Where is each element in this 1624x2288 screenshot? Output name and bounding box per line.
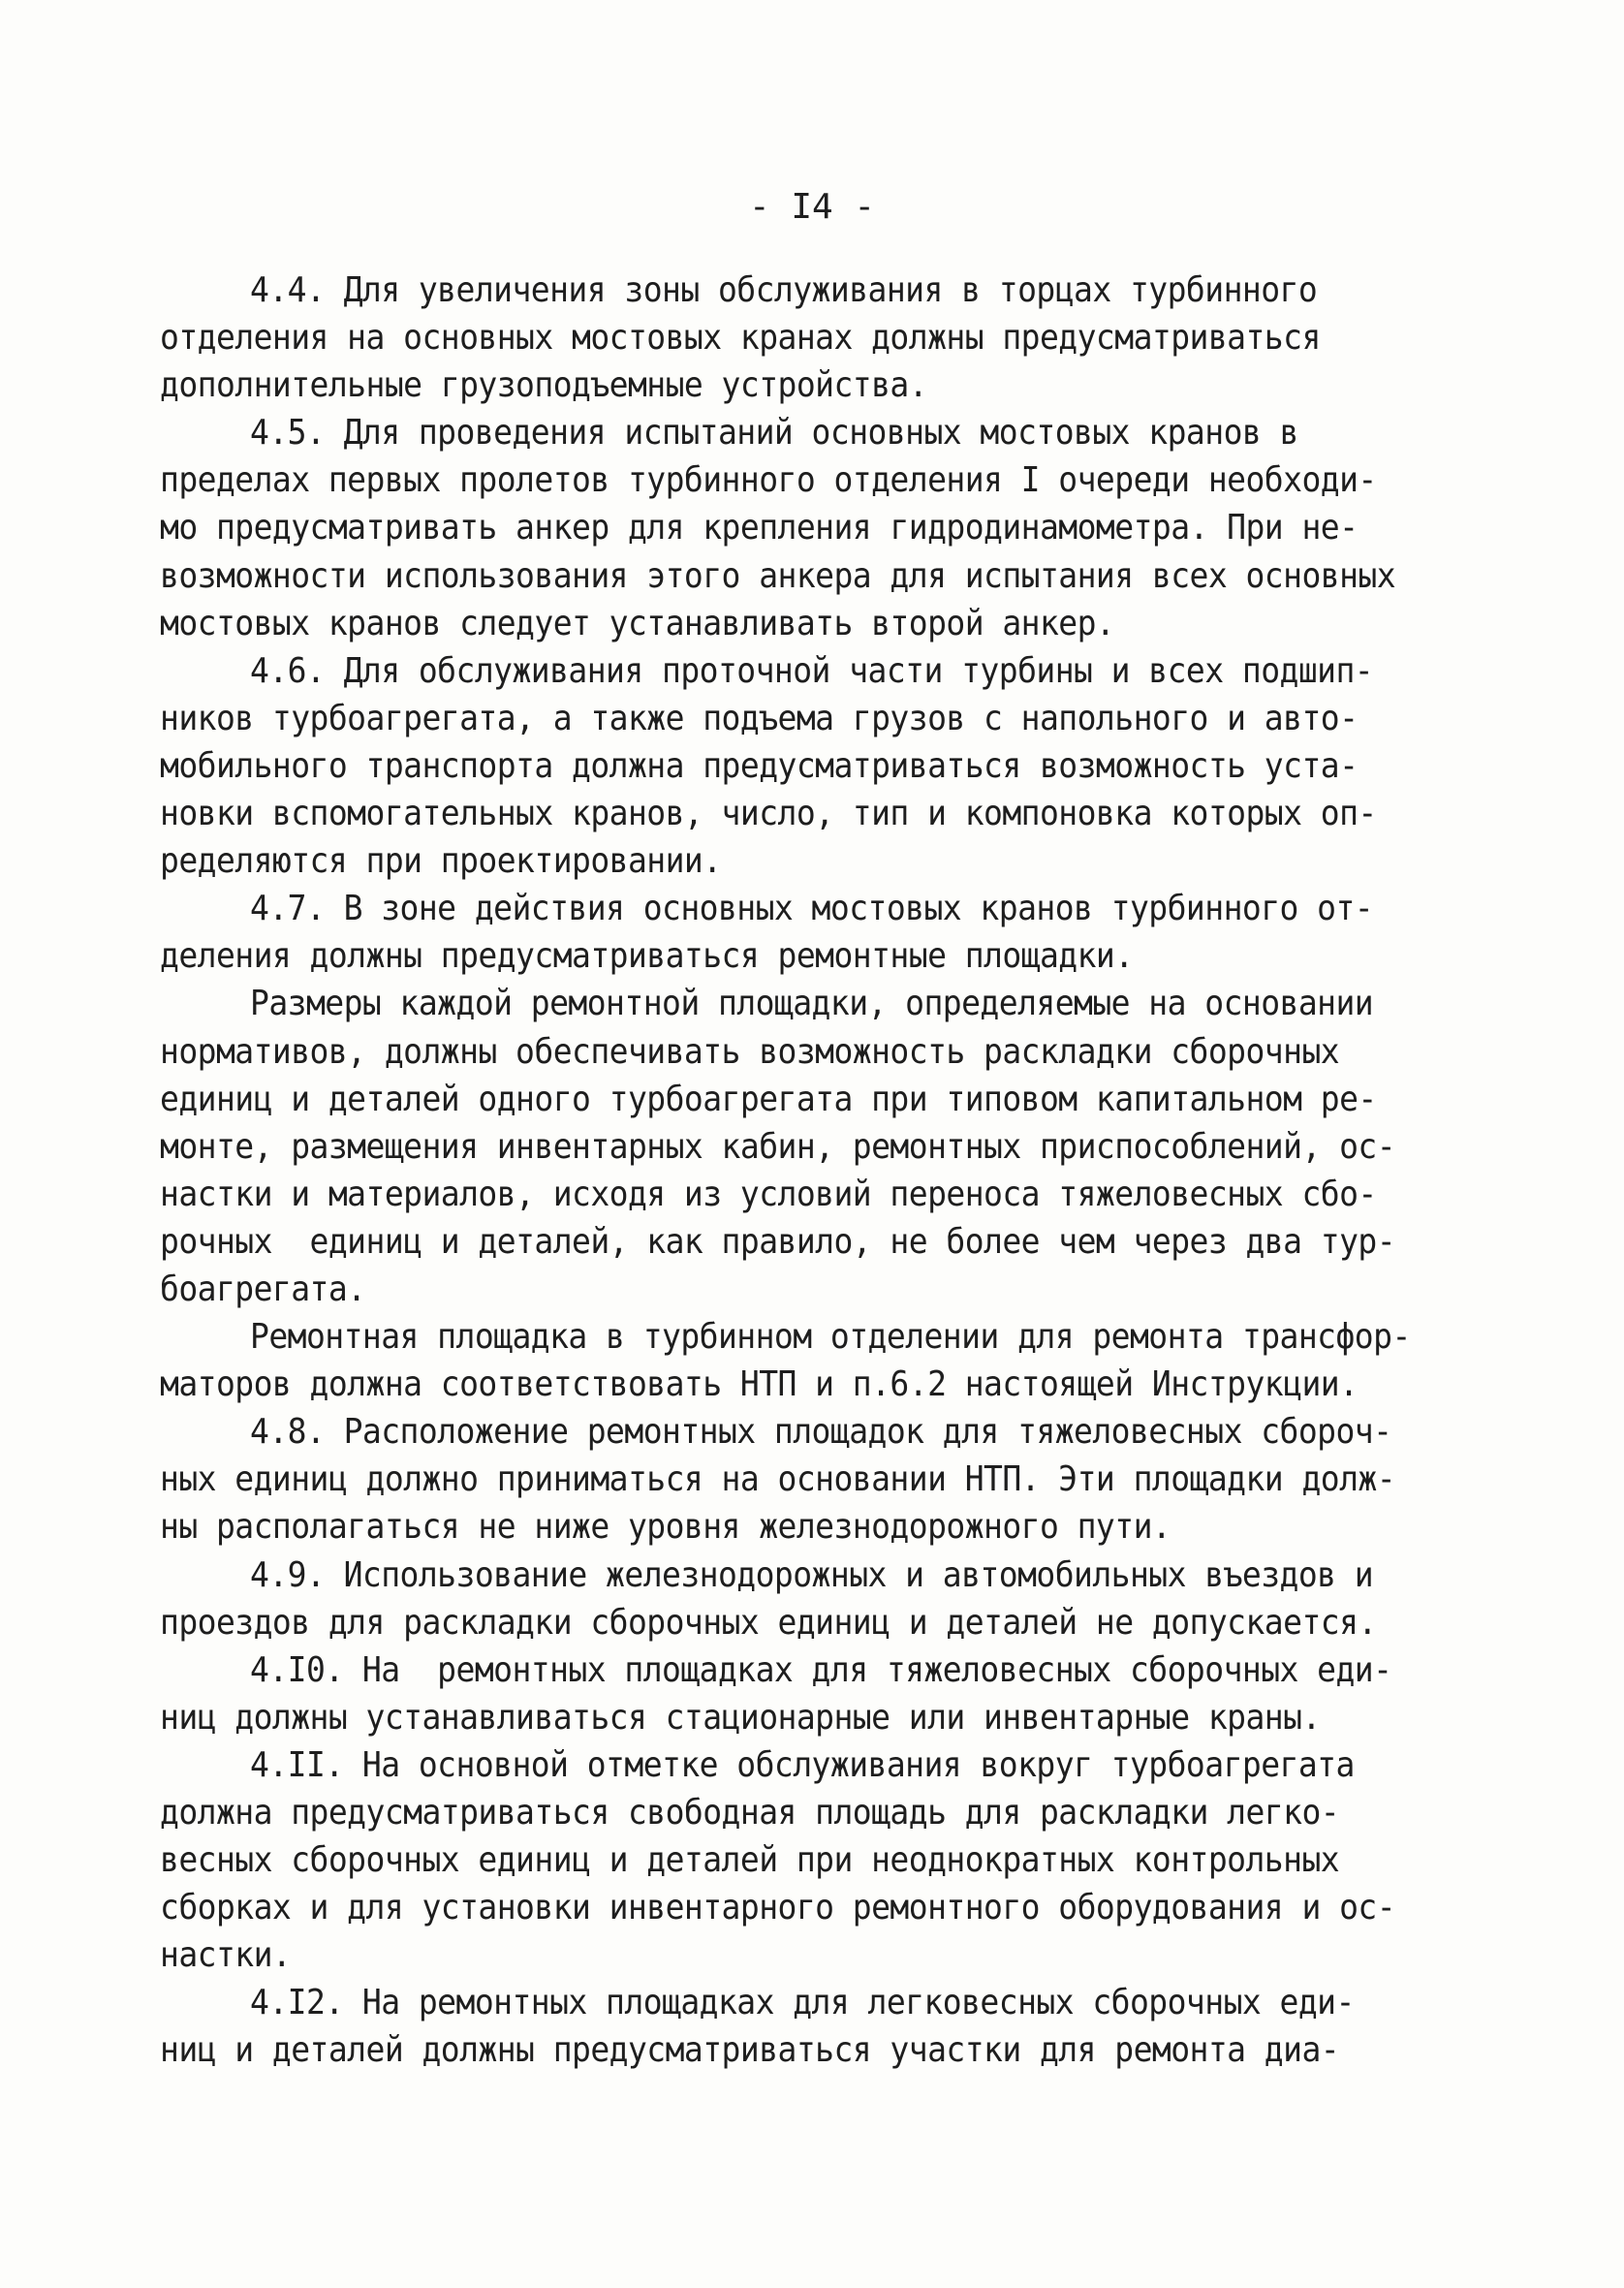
text-line: должна предусматриваться свободная площадь для раскладки легко- xyxy=(160,1793,1340,1833)
text-line: дополнительные грузоподъемные устройства. xyxy=(160,365,928,406)
text-line: ниц должны устанавливаться стационарные или инвентарные краны. xyxy=(160,1697,1321,1738)
text-line: деления должны предусматриваться ремонтные площадки. xyxy=(160,936,1134,977)
text-line: ны располагаться не ниже уровня железнодорожного пути. xyxy=(160,1507,1171,1548)
text-line: мо предусматривать анкер для крепления гидродинамометра. При не- xyxy=(160,508,1359,548)
text-line: 4.I2. На ремонтных площадках для легковесных сборочных еди- xyxy=(250,1983,1355,2023)
text-line: 4.I0. На ремонтных площадках для тяжеловесных сборочных еди- xyxy=(250,1649,1392,1690)
text-line: 4.8. Расположение ремонтных площадок для тяжеловесных сбороч- xyxy=(250,1412,1392,1453)
text-line: Размеры каждой ремонтной площадки, определяемые на основании xyxy=(250,984,1374,1024)
text-line: пределах первых пролетов турбинного отделения I очереди необходи- xyxy=(160,460,1377,501)
body-text xyxy=(160,266,1497,2075)
text-line: ниц и деталей должны предусматриваться участки для ремонта диа- xyxy=(160,2030,1340,2071)
text-line: 4.5. Для проведения испытаний основных мостовых кранов в xyxy=(250,413,1298,454)
text-line: мостовых кранов следует устанавливать второй анкер. xyxy=(160,603,1115,643)
text-line: 4.9. Использование железнодорожных и автомобильных въездов и xyxy=(250,1554,1374,1595)
text-line: ников турбоагрегата, а также подъема грузов с напольного и авто- xyxy=(160,698,1359,738)
text-line: ределяются при проектировании. xyxy=(160,841,722,882)
text-line: сборках и для установки инвентарного ремонтного оборудования и ос- xyxy=(160,1888,1396,1928)
text-line: 4.II. На основной отметке обслуживания вокруг турбоагрегата xyxy=(250,1744,1355,1785)
text-line: новки вспомогательных кранов, число, тип и компоновка которых оп- xyxy=(160,794,1377,834)
text-line: весных сборочных единиц и деталей при неоднократных контрольных xyxy=(160,1840,1340,1881)
text-line: нормативов, должны обеспечивать возможность раскладки сборочных xyxy=(160,1031,1340,1072)
text-line: рочных единиц и деталей, как правило, не более чем через два тур- xyxy=(160,1221,1396,1262)
text-line: возможности использования этого анкера для испытания всех основных xyxy=(160,555,1396,596)
text-line: 4.4. Для увеличения зоны обслуживания в торцах турбинного xyxy=(250,270,1318,310)
text-line: маторов должна соответствовать НТП и п.6.2 настоящей Инструкции. xyxy=(160,1364,1359,1405)
text-line: настки и материалов, исходя из условий переноса тяжеловесных сбо- xyxy=(160,1174,1377,1214)
text-line: мобильного транспорта должна предусматриваться возможность уста- xyxy=(160,745,1359,786)
text-line: боагрегата. xyxy=(160,1269,366,1309)
text-line: проездов для раскладки сборочных единиц и деталей не допускается. xyxy=(160,1602,1377,1643)
text-line: отделения на основных мостовых кранах должны предусматриваться xyxy=(160,318,1321,359)
text-line: настки. xyxy=(160,1935,292,1976)
text-line: 4.6. Для обслуживания проточной части турбины и всех подшип- xyxy=(250,650,1374,691)
text-line: Ремонтная площадка в турбинном отделении для ремонта трансфор- xyxy=(250,1317,1411,1358)
page-number: - I4 - xyxy=(748,187,876,227)
text-line: монте, размещения инвентарных кабин, ремонтных приспособлений, ос- xyxy=(160,1126,1396,1167)
text-line: единиц и деталей одного турбоагрегата при типовом капитальном ре- xyxy=(160,1079,1377,1119)
text-line: 4.7. В зоне действия основных мостовых кранов турбинного от- xyxy=(250,889,1374,929)
text-line: ных единиц должно приниматься на основании НТП. Эти площадки долж- xyxy=(160,1459,1396,1500)
